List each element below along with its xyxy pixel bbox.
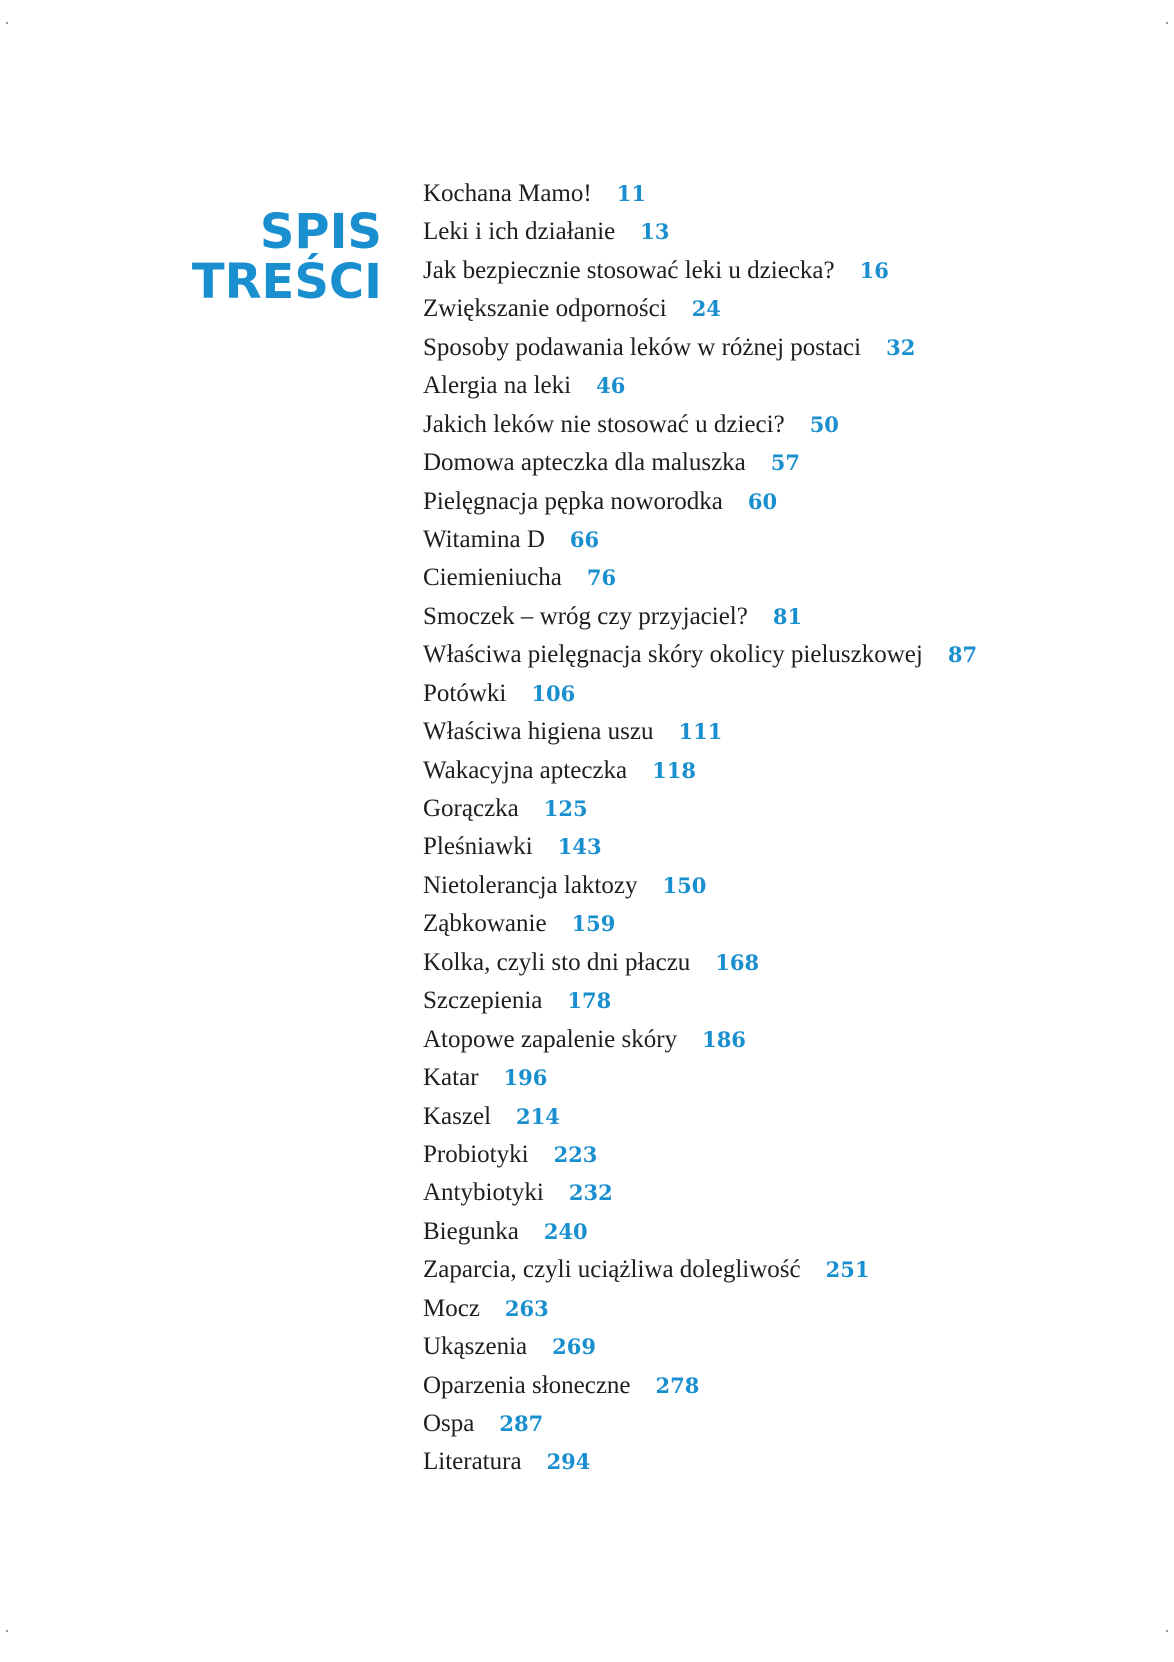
toc-entry[interactable] (423, 1213, 977, 1251)
toc-entry-page-number: 240 (543, 1218, 588, 1244)
toc-entry-label: Ząbkowanie (423, 910, 547, 938)
title-line-2: TREŚCI (191, 254, 382, 311)
toc-entry[interactable] (423, 982, 977, 1020)
crop-mark (6, 1630, 8, 1632)
crop-mark (6, 22, 8, 24)
toc-entry-page-number: 32 (886, 334, 916, 360)
toc-entry[interactable] (423, 636, 977, 674)
toc-entry[interactable] (423, 406, 977, 444)
toc-entry[interactable] (423, 483, 977, 521)
toc-entry-page-number: 223 (553, 1141, 598, 1167)
toc-entry[interactable] (423, 290, 977, 328)
toc-entry[interactable] (423, 905, 977, 943)
toc-entry-page-number: 263 (504, 1295, 549, 1321)
toc-entry-label: Atopowe zapalenie skóry (423, 1025, 678, 1053)
toc-entry[interactable] (423, 1136, 977, 1174)
toc-entry[interactable] (423, 329, 977, 367)
toc-entry[interactable] (423, 252, 977, 290)
toc-entry-label: Sposoby podawania leków w różnej postaci (423, 333, 862, 361)
toc-entry-page-number: 269 (552, 1334, 596, 1360)
toc-entry-page-number: 111 (678, 719, 723, 745)
toc-entry-page-number: 66 (569, 526, 600, 552)
toc-entry-page-number: 60 (747, 488, 778, 514)
toc-entry-label: Kolka, czyli sto dni płaczu (423, 948, 691, 976)
toc-entry-label: Literatura (423, 1448, 522, 1476)
toc-entry[interactable] (423, 175, 977, 213)
toc-entry[interactable] (423, 752, 977, 790)
title-line-1: SPIS (259, 204, 382, 261)
toc-entry-label: Właściwa higiena uszu (423, 718, 654, 746)
toc-entry[interactable] (423, 1021, 977, 1059)
toc-entry[interactable] (423, 1367, 977, 1405)
toc-entry-label: Kochana Mamo! (423, 180, 592, 207)
toc-entry-label: Alergia na leki (423, 372, 572, 400)
toc-entry[interactable] (423, 675, 977, 713)
toc-entry-label: Jakich leków nie stosować u dzieci? (423, 410, 785, 438)
toc-entry[interactable] (423, 213, 977, 251)
toc-entry-page-number: 168 (715, 949, 760, 975)
toc-entry-label: Domowa apteczka dla maluszka (423, 449, 746, 477)
crop-mark (1166, 22, 1168, 24)
toc-entry-label: Gorączka (423, 795, 519, 822)
toc-entry-page-number: 57 (770, 450, 801, 476)
toc-entry-page-number: 150 (662, 872, 707, 898)
toc-entry-label: Zaparcia, czyli uciążliwa dolegliwość (423, 1256, 801, 1284)
toc-entry-label: Pielęgnacja pępka noworodka (423, 487, 723, 515)
toc-entry-page-number: 13 (640, 219, 670, 245)
crop-mark (1166, 1630, 1168, 1632)
toc-entry-label: Mocz (423, 1294, 480, 1322)
toc-entry-label: Katar (423, 1064, 479, 1092)
toc-entry-page-number: 287 (499, 1411, 544, 1436)
toc-entry-page-number: 196 (503, 1065, 548, 1091)
toc-entry-page-number: 76 (586, 565, 617, 591)
toc-entry-label: Ukąszenia (423, 1333, 528, 1361)
toc-entry-page-number: 251 (825, 1257, 870, 1283)
toc-entry-page-number: 232 (568, 1180, 613, 1206)
table-of-contents (423, 175, 977, 1482)
toc-entry[interactable] (423, 1098, 977, 1136)
toc-entry[interactable] (423, 828, 977, 866)
toc-entry[interactable] (423, 1251, 977, 1289)
toc-entry-page-number: 81 (772, 603, 803, 629)
toc-entry-label: Probiotyki (423, 1140, 529, 1168)
toc-entry-page-number: 278 (655, 1372, 700, 1398)
toc-entry[interactable] (423, 1405, 977, 1443)
toc-entry-page-number: 118 (652, 757, 696, 783)
toc-entry-label: Ciemieniucha (423, 564, 562, 592)
toc-entry-page-number: 106 (531, 680, 576, 706)
toc-entry-label: Kaszel (423, 1102, 492, 1130)
toc-entry-label: Pleśniawki (423, 833, 533, 861)
toc-entry-label: Smoczek – wróg czy przyjaciel? (423, 602, 748, 630)
toc-entry[interactable] (423, 1328, 977, 1366)
toc-entry[interactable] (423, 521, 977, 559)
toc-entry[interactable] (423, 598, 977, 636)
toc-entry-page-number: 50 (809, 411, 839, 437)
toc-entry[interactable] (423, 944, 977, 982)
toc-entry[interactable] (423, 867, 977, 905)
toc-entry[interactable] (423, 559, 977, 597)
toc-entry-page-number: 294 (546, 1449, 591, 1475)
toc-entry-page-number: 16 (859, 257, 889, 283)
toc-entry-page-number: 178 (567, 988, 612, 1014)
toc-entry-label: Szczepienia (423, 987, 543, 1015)
toc-entry[interactable] (423, 790, 977, 828)
toc-entry[interactable] (423, 713, 977, 751)
toc-entry-label: Potówki (423, 679, 507, 707)
toc-entry-label: Jak bezpiecznie stosować leki u dziecka? (423, 256, 835, 284)
toc-entry-label: Nietolerancja laktozy (423, 871, 638, 899)
toc-entry-label: Biegunka (423, 1217, 519, 1245)
toc-entry-page-number: 159 (571, 911, 616, 937)
toc-entry-label: Witamina D (423, 525, 545, 553)
toc-entry-page-number: 24 (691, 296, 721, 322)
toc-entry[interactable] (423, 1290, 977, 1328)
toc-entry[interactable] (423, 1443, 977, 1481)
toc-entry-page-number: 214 (516, 1103, 560, 1129)
toc-entry-page-number: 125 (543, 796, 588, 821)
toc-entry-page-number: 186 (702, 1026, 746, 1052)
toc-entry-label: Zwiększanie odporności (423, 295, 667, 323)
toc-entry-page-number: 46 (596, 373, 626, 399)
toc-entry-label: Wakacyjna apteczka (423, 756, 628, 784)
toc-entry-page-number: 11 (616, 181, 646, 206)
page-title (191, 204, 382, 311)
toc-entry-label: Antybiotyki (423, 1179, 544, 1207)
toc-entry-label: Oparzenia słoneczne (423, 1371, 631, 1399)
toc-entry[interactable] (423, 1174, 977, 1212)
toc-entry-page-number: 87 (947, 642, 978, 668)
toc-entry-label: Ospa (423, 1410, 475, 1437)
toc-entry[interactable] (423, 444, 977, 482)
toc-entry[interactable] (423, 1059, 977, 1097)
toc-entry[interactable] (423, 367, 977, 405)
toc-entry-page-number: 143 (557, 834, 602, 860)
toc-entry-label: Właściwa pielęgnacja skóry okolicy pieluszkowej (423, 641, 923, 669)
toc-entry-label: Leki i ich działanie (423, 218, 616, 246)
